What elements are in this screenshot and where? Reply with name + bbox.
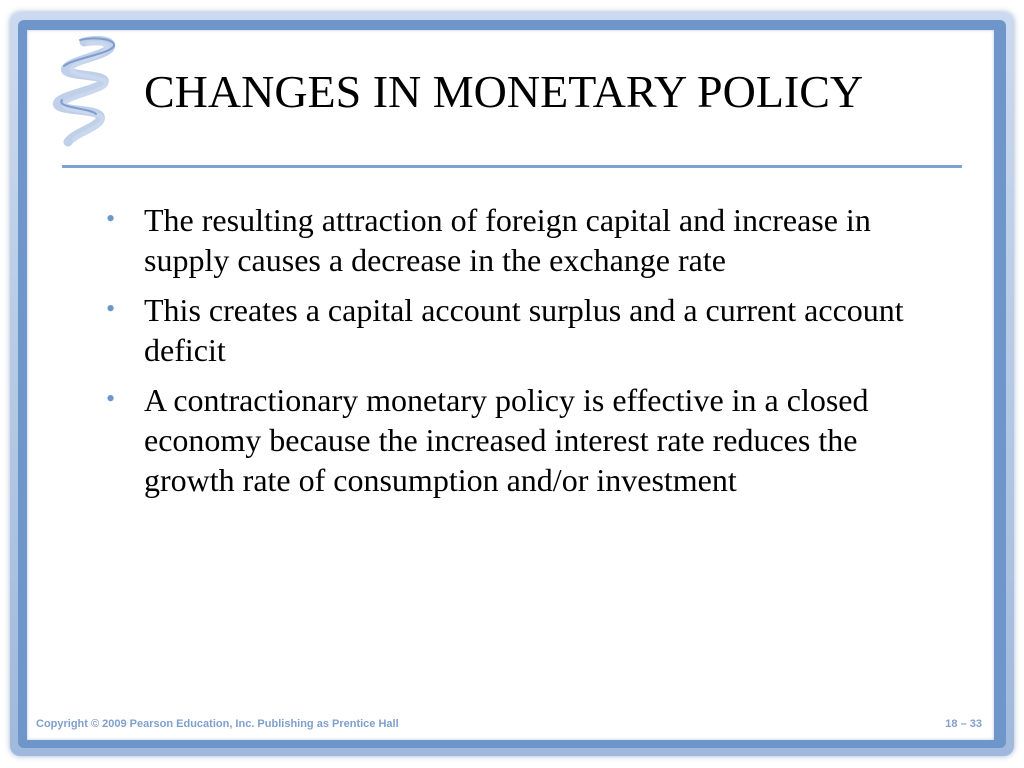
bullet-text: This creates a capital account surplus and a current account deficit [144, 292, 904, 368]
bullet-dot-icon: • [106, 384, 116, 413]
bullet-item [100, 200, 950, 280]
footer-copyright: Copyright © 2009 Pearson Education, Inc. Publishing as Prentice Hall [36, 718, 399, 730]
bullet-text: A contractionary monetary policy is effective in a closed economy because the increased interest rate reduces the growth rate of consumption and/or investment [144, 382, 869, 498]
swirl-logo-icon [44, 34, 136, 152]
bullet-list [100, 200, 950, 510]
bullet-item [100, 290, 950, 370]
slide-title: CHANGES IN MONETARY POLICY [144, 66, 864, 117]
footer-page-number: 18 – 33 [945, 718, 982, 730]
bullet-text: The resulting attraction of foreign capital and increase in supply causes a decrease in the exchange rate [144, 202, 871, 278]
bullet-dot-icon: • [106, 294, 116, 323]
bullet-dot-icon: • [106, 204, 116, 233]
title-divider [62, 165, 962, 168]
bullet-item [100, 380, 950, 500]
